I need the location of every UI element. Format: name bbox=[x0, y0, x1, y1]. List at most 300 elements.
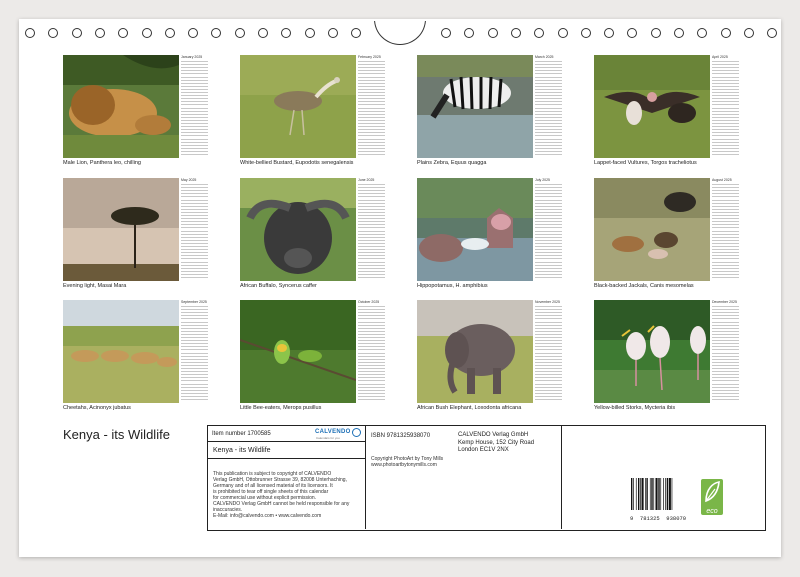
day-line bbox=[535, 249, 562, 250]
day-line bbox=[181, 309, 208, 310]
copyright-line: www.photoartbytonymills.com bbox=[371, 462, 437, 468]
info-column-left bbox=[208, 426, 366, 529]
day-line bbox=[712, 132, 739, 133]
day-line bbox=[535, 265, 562, 266]
day-line bbox=[712, 346, 739, 347]
day-line bbox=[535, 206, 562, 207]
day-line bbox=[712, 243, 739, 244]
day-line bbox=[358, 83, 385, 84]
day-line bbox=[358, 132, 385, 133]
day-line bbox=[712, 64, 739, 65]
day-line bbox=[535, 237, 562, 238]
day-line bbox=[712, 234, 739, 235]
day-line bbox=[712, 255, 739, 256]
bustard-photo bbox=[240, 55, 356, 158]
day-line bbox=[181, 353, 208, 354]
day-line bbox=[535, 353, 562, 354]
day-line bbox=[712, 212, 739, 213]
day-line bbox=[712, 73, 739, 74]
day-line bbox=[358, 340, 385, 341]
day-line bbox=[358, 237, 385, 238]
day-line bbox=[535, 331, 562, 332]
day-line bbox=[358, 349, 385, 350]
day-line bbox=[535, 139, 562, 140]
day-line bbox=[712, 135, 739, 136]
day-line bbox=[535, 148, 562, 149]
ring-hole bbox=[604, 28, 614, 38]
photo-caption: White-bellied Bustard, Eupodotis senegalensis bbox=[240, 160, 354, 166]
day-line bbox=[181, 337, 208, 338]
day-line bbox=[535, 145, 562, 146]
day-line bbox=[358, 190, 385, 191]
day-line bbox=[358, 86, 385, 87]
day-line bbox=[358, 212, 385, 213]
publisher-line: CALVENDO Verlag GmbH bbox=[458, 432, 529, 438]
day-line bbox=[535, 64, 562, 65]
day-line bbox=[358, 246, 385, 247]
month-day-grid bbox=[358, 178, 385, 281]
day-line bbox=[181, 390, 208, 391]
day-line bbox=[181, 203, 208, 204]
day-line bbox=[358, 234, 385, 235]
day-line bbox=[358, 315, 385, 316]
ring-hole bbox=[258, 28, 268, 38]
day-line bbox=[535, 322, 562, 323]
day-line bbox=[181, 70, 208, 71]
eco-badge bbox=[701, 479, 723, 515]
day-line bbox=[535, 126, 562, 127]
day-line bbox=[181, 377, 208, 378]
day-line bbox=[181, 92, 208, 93]
day-line bbox=[712, 380, 739, 381]
day-line bbox=[358, 135, 385, 136]
day-line bbox=[712, 277, 739, 278]
day-line bbox=[358, 252, 385, 253]
item-number: Item number 1700585 bbox=[212, 431, 271, 437]
month-tile bbox=[417, 55, 562, 173]
day-line bbox=[181, 322, 208, 323]
ring-hole bbox=[674, 28, 684, 38]
day-line bbox=[358, 89, 385, 90]
day-line bbox=[358, 193, 385, 194]
month-day-grid bbox=[181, 55, 208, 158]
month-day-grid bbox=[535, 178, 562, 281]
day-line bbox=[358, 362, 385, 363]
day-line bbox=[535, 362, 562, 363]
day-line bbox=[535, 111, 562, 112]
day-line bbox=[712, 108, 739, 109]
day-line bbox=[712, 224, 739, 225]
day-line bbox=[535, 224, 562, 225]
photo-caption: Little Bee-eaters, Merops pusillus bbox=[240, 405, 322, 411]
day-line bbox=[181, 212, 208, 213]
day-line bbox=[712, 306, 739, 307]
day-line bbox=[181, 274, 208, 275]
day-line bbox=[358, 359, 385, 360]
day-line bbox=[712, 309, 739, 310]
stork-photo bbox=[594, 300, 710, 403]
day-line bbox=[535, 114, 562, 115]
day-line bbox=[535, 193, 562, 194]
day-line bbox=[712, 203, 739, 204]
day-line bbox=[181, 95, 208, 96]
day-line bbox=[535, 349, 562, 350]
day-line bbox=[712, 187, 739, 188]
ring-hole bbox=[627, 28, 637, 38]
day-line bbox=[181, 104, 208, 105]
day-line bbox=[712, 114, 739, 115]
day-line bbox=[535, 356, 562, 357]
day-line bbox=[181, 240, 208, 241]
month-name: March 2025 bbox=[535, 55, 554, 59]
day-line bbox=[181, 67, 208, 68]
day-line bbox=[181, 246, 208, 247]
day-line bbox=[712, 390, 739, 391]
lion-photo bbox=[63, 55, 179, 158]
month-tile bbox=[240, 178, 385, 296]
day-line bbox=[712, 101, 739, 102]
photo-caption: Cheetahs, Acinonyx jubatus bbox=[63, 405, 131, 411]
day-line bbox=[181, 135, 208, 136]
ring-hole bbox=[488, 28, 498, 38]
title-row bbox=[208, 441, 365, 459]
day-line bbox=[712, 328, 739, 329]
photo-caption: Male Lion, Panthera leo, chilling bbox=[63, 160, 141, 166]
day-line bbox=[358, 145, 385, 146]
day-line bbox=[358, 126, 385, 127]
day-line bbox=[712, 61, 739, 62]
day-line bbox=[181, 356, 208, 357]
ring-hole bbox=[534, 28, 544, 38]
day-line bbox=[358, 184, 385, 185]
day-line bbox=[358, 154, 385, 155]
day-line bbox=[712, 331, 739, 332]
leaf-icon bbox=[701, 479, 723, 505]
day-line bbox=[712, 349, 739, 350]
day-line bbox=[535, 117, 562, 118]
day-line bbox=[181, 123, 208, 124]
month-name: July 2025 bbox=[535, 178, 550, 182]
day-line bbox=[358, 365, 385, 366]
day-line bbox=[358, 218, 385, 219]
month-name: August 2025 bbox=[712, 178, 732, 182]
day-line bbox=[535, 371, 562, 372]
ring-hole bbox=[721, 28, 731, 38]
day-line bbox=[712, 104, 739, 105]
day-line bbox=[181, 312, 208, 313]
day-line bbox=[358, 318, 385, 319]
day-line bbox=[712, 393, 739, 394]
day-line bbox=[358, 101, 385, 102]
day-line bbox=[181, 98, 208, 99]
day-line bbox=[358, 80, 385, 81]
day-line bbox=[181, 221, 208, 222]
month-day-grid bbox=[535, 300, 562, 403]
day-line bbox=[535, 315, 562, 316]
ring-hole bbox=[211, 28, 221, 38]
day-line bbox=[181, 318, 208, 319]
day-line bbox=[358, 95, 385, 96]
month-day-grid bbox=[535, 55, 562, 158]
day-line bbox=[535, 98, 562, 99]
day-line bbox=[712, 237, 739, 238]
day-line bbox=[181, 154, 208, 155]
day-line bbox=[535, 227, 562, 228]
ring-hole bbox=[328, 28, 338, 38]
day-line bbox=[181, 101, 208, 102]
day-line bbox=[535, 80, 562, 81]
day-line bbox=[712, 271, 739, 272]
day-line bbox=[712, 334, 739, 335]
day-line bbox=[358, 328, 385, 329]
legal-line: This publication is subject to copyright of CALVENDO bbox=[213, 471, 332, 477]
day-line bbox=[358, 111, 385, 112]
month-name: January 2025 bbox=[181, 55, 203, 59]
day-line bbox=[535, 277, 562, 278]
day-line bbox=[712, 249, 739, 250]
item-row bbox=[208, 426, 365, 442]
day-line bbox=[712, 268, 739, 269]
month-tile bbox=[417, 300, 562, 418]
day-line bbox=[712, 318, 739, 319]
legal-line: CALVENDO Verlag GmbH cannot be held responsible for any bbox=[213, 501, 350, 507]
day-line bbox=[712, 315, 739, 316]
day-line bbox=[535, 380, 562, 381]
photo-caption: African Bush Elephant, Loxodonta africana bbox=[417, 405, 522, 411]
ring-hole bbox=[188, 28, 198, 38]
day-line bbox=[181, 331, 208, 332]
day-line bbox=[535, 234, 562, 235]
day-line bbox=[535, 384, 562, 385]
day-line bbox=[358, 227, 385, 228]
day-line bbox=[535, 95, 562, 96]
day-line bbox=[181, 209, 208, 210]
day-line bbox=[181, 190, 208, 191]
day-line bbox=[181, 117, 208, 118]
ring-hole bbox=[72, 28, 82, 38]
photo-caption: Lappet-faced Vultures, Torgos tracheliotus bbox=[594, 160, 697, 166]
jackal-photo bbox=[594, 178, 710, 281]
day-line bbox=[535, 77, 562, 78]
day-line bbox=[712, 215, 739, 216]
day-line bbox=[535, 104, 562, 105]
day-line bbox=[712, 151, 739, 152]
day-line bbox=[535, 86, 562, 87]
day-line bbox=[712, 231, 739, 232]
day-line bbox=[358, 353, 385, 354]
day-line bbox=[181, 340, 208, 341]
barcode-icon bbox=[630, 478, 687, 522]
day-line bbox=[535, 154, 562, 155]
day-line bbox=[181, 129, 208, 130]
day-line bbox=[181, 315, 208, 316]
legal-line: Germany and of all licensed material of its licensors. It bbox=[213, 483, 333, 489]
day-line bbox=[712, 142, 739, 143]
day-line bbox=[181, 328, 208, 329]
day-line bbox=[181, 237, 208, 238]
day-line bbox=[181, 306, 208, 307]
day-line bbox=[712, 240, 739, 241]
day-line bbox=[535, 218, 562, 219]
day-line bbox=[358, 265, 385, 266]
day-line bbox=[358, 98, 385, 99]
day-line bbox=[712, 129, 739, 130]
day-line bbox=[535, 306, 562, 307]
day-line bbox=[535, 240, 562, 241]
day-line bbox=[181, 80, 208, 81]
day-line bbox=[535, 184, 562, 185]
day-line bbox=[181, 243, 208, 244]
day-line bbox=[358, 114, 385, 115]
day-line bbox=[535, 365, 562, 366]
day-line bbox=[181, 374, 208, 375]
month-name: April 2025 bbox=[712, 55, 728, 59]
day-line bbox=[181, 193, 208, 194]
day-line bbox=[358, 322, 385, 323]
day-line bbox=[535, 274, 562, 275]
day-line bbox=[712, 399, 739, 400]
day-line bbox=[712, 148, 739, 149]
day-line bbox=[535, 390, 562, 391]
day-line bbox=[712, 95, 739, 96]
day-line bbox=[358, 384, 385, 385]
zebra-photo bbox=[417, 55, 533, 158]
day-line bbox=[358, 142, 385, 143]
day-line bbox=[535, 258, 562, 259]
beeeater-photo bbox=[240, 300, 356, 403]
ring-hole bbox=[281, 28, 291, 38]
day-line bbox=[358, 70, 385, 71]
day-line bbox=[181, 343, 208, 344]
day-line bbox=[181, 64, 208, 65]
eco-label: eco bbox=[706, 508, 718, 515]
day-line bbox=[712, 356, 739, 357]
day-line bbox=[712, 374, 739, 375]
day-line bbox=[535, 101, 562, 102]
day-line bbox=[712, 89, 739, 90]
day-line bbox=[535, 190, 562, 191]
day-line bbox=[358, 224, 385, 225]
ring-hole bbox=[511, 28, 521, 38]
day-line bbox=[535, 325, 562, 326]
day-line bbox=[358, 139, 385, 140]
isbn: ISBN 9781325938070 bbox=[371, 433, 431, 439]
calendar-title: Kenya - its Wildlife bbox=[63, 427, 170, 442]
month-day-grid bbox=[712, 300, 739, 403]
day-line bbox=[535, 61, 562, 62]
day-line bbox=[535, 132, 562, 133]
day-line bbox=[358, 92, 385, 93]
day-line bbox=[712, 117, 739, 118]
calvendo-logo: CALVENDO bbox=[315, 429, 351, 435]
ring-hole bbox=[351, 28, 361, 38]
day-line bbox=[181, 196, 208, 197]
day-line bbox=[712, 86, 739, 87]
day-line bbox=[181, 268, 208, 269]
day-line bbox=[535, 135, 562, 136]
ring-hole bbox=[165, 28, 175, 38]
day-line bbox=[181, 142, 208, 143]
publisher-line: Kemp House, 152 City Road bbox=[458, 439, 535, 446]
day-line bbox=[181, 151, 208, 152]
day-line bbox=[181, 145, 208, 146]
day-line bbox=[712, 139, 739, 140]
day-line bbox=[535, 83, 562, 84]
day-line bbox=[712, 154, 739, 155]
day-line bbox=[181, 139, 208, 140]
day-line bbox=[712, 77, 739, 78]
day-line bbox=[712, 258, 739, 259]
day-line bbox=[535, 343, 562, 344]
photo-caption: Yellow-billed Storks, Mycteria ibis bbox=[594, 405, 676, 411]
info-title: Kenya - its Wildlife bbox=[213, 447, 271, 454]
legal-line: for commercial use without explicit permission. bbox=[213, 495, 317, 501]
day-line bbox=[181, 200, 208, 201]
day-line bbox=[712, 252, 739, 253]
cheetah-photo bbox=[63, 300, 179, 403]
day-line bbox=[712, 120, 739, 121]
day-line bbox=[535, 312, 562, 313]
day-line bbox=[358, 73, 385, 74]
day-line bbox=[358, 325, 385, 326]
day-line bbox=[712, 227, 739, 228]
ring-hole bbox=[441, 28, 451, 38]
day-line bbox=[358, 77, 385, 78]
day-line bbox=[181, 255, 208, 256]
day-line bbox=[181, 277, 208, 278]
day-line bbox=[535, 129, 562, 130]
day-line bbox=[712, 343, 739, 344]
day-line bbox=[181, 349, 208, 350]
day-line bbox=[712, 111, 739, 112]
day-line bbox=[712, 312, 739, 313]
day-line bbox=[535, 200, 562, 201]
day-line bbox=[535, 203, 562, 204]
month-day-grid bbox=[181, 178, 208, 281]
day-line bbox=[181, 61, 208, 62]
calvendo-tagline: Calendars for you bbox=[316, 436, 340, 440]
day-line bbox=[181, 120, 208, 121]
day-line bbox=[358, 129, 385, 130]
day-line bbox=[535, 89, 562, 90]
day-line bbox=[535, 334, 562, 335]
day-line bbox=[358, 148, 385, 149]
day-line bbox=[358, 337, 385, 338]
day-line bbox=[712, 92, 739, 93]
day-line bbox=[358, 393, 385, 394]
day-line bbox=[358, 200, 385, 201]
photo-caption: African Buffalo, Syncerus caffer bbox=[240, 283, 317, 289]
day-line bbox=[181, 368, 208, 369]
day-line bbox=[358, 221, 385, 222]
vulture-photo bbox=[594, 55, 710, 158]
info-box bbox=[207, 425, 766, 531]
month-day-grid bbox=[358, 300, 385, 403]
tree-photo bbox=[63, 178, 179, 281]
day-line bbox=[181, 132, 208, 133]
day-line bbox=[358, 306, 385, 307]
day-line bbox=[181, 227, 208, 228]
day-line bbox=[712, 221, 739, 222]
day-line bbox=[358, 368, 385, 369]
copyright bbox=[371, 456, 443, 468]
day-line bbox=[712, 368, 739, 369]
day-line bbox=[358, 117, 385, 118]
day-line bbox=[181, 393, 208, 394]
publisher-line: London EC1V 2NX bbox=[458, 447, 509, 453]
legal-line: Verlag GmbH, Ottobrunner Strasse 39, 82008 Unterhaching, bbox=[213, 477, 347, 483]
ring-hole bbox=[48, 28, 58, 38]
